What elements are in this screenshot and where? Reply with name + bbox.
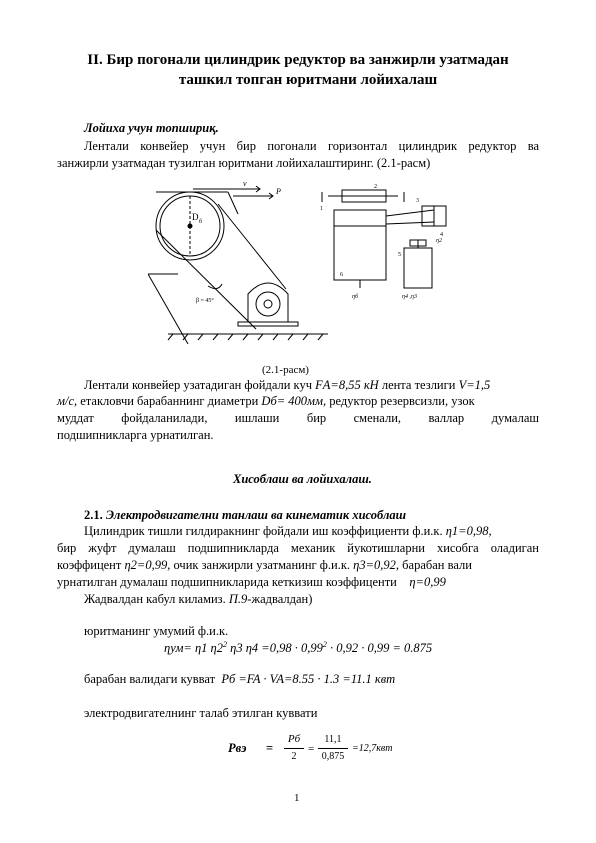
section-eta2: η2=0,99,	[124, 558, 171, 572]
efficiency-rhs: =0,98 · 0,99	[261, 641, 323, 656]
task-heading: Лойиха учун топшириқ.	[84, 121, 219, 135]
efficiency-lhs: ηум= η1 η2	[164, 641, 224, 656]
task-line1: Лентали конвейер учун бир погонали горизонтал цилиндрик редуктор ва	[84, 139, 539, 153]
efficiency-label: юритманинг умумий ф.и.к.	[84, 624, 229, 638]
power-label: барабан валидаги кувват	[84, 672, 216, 686]
efficiency-sup: 2	[223, 640, 228, 649]
label-n4: 4	[440, 232, 443, 238]
label-eta1: ηб	[352, 294, 358, 300]
required-lhs: Рвэ	[228, 741, 247, 755]
section-p5-end: -жадвалдан)	[247, 592, 313, 606]
efficiency-mid: η3 η4	[230, 641, 259, 656]
efficiency-end: · 0,92 · 0,99 = 0.875	[329, 641, 433, 656]
section-p2: бир жуфт думалаш подшипникларда механик йукотишларни хисобга оладиган	[57, 541, 539, 555]
page-number: 1	[294, 792, 300, 804]
page-title-line1: II. Бир погонали цилиндрик редуктор ва занжирли узатмадан	[87, 52, 509, 68]
params-diameter: Dб= 400мм,	[261, 394, 327, 408]
section-p3-pre: коэффицент	[57, 558, 122, 572]
label-n1: 1	[320, 206, 323, 212]
params-speed: V=1,5	[458, 378, 491, 392]
power-formula: Pб =FA · VA=8.55 · 1.3 =11.1 квт	[221, 672, 396, 686]
label-db-sub: б	[199, 219, 203, 225]
label-p: P	[276, 187, 281, 196]
label-db: D	[192, 212, 199, 222]
params-force: FА=8,55 кН	[315, 378, 379, 392]
conveyor-drum-figure	[148, 174, 338, 346]
label-angle: β = 45°	[196, 298, 214, 304]
section-p5-pre: Жадвалдан кабул киламиз.	[84, 592, 226, 606]
section-number: 2.1.	[84, 508, 103, 522]
required-label: электродвигателнинг талаб этилган куввати	[84, 706, 318, 720]
params-line3: муддат фойдаланилади, ишлаши бир сменали, валлар думалаш	[57, 411, 539, 425]
params-line1-mid: лента тезлиги	[381, 378, 456, 392]
params-line2-end: редуктор резервсизли, узок	[329, 394, 475, 408]
label-v: v	[243, 179, 247, 188]
section-p1: Цилиндрик тишли гилдиракнинг фойдали иш коэффициенти ф.и.к.	[84, 524, 443, 538]
label-n2: 2	[374, 184, 377, 190]
label-eta4: η4 ,η3	[402, 294, 417, 300]
task-line2: занжирли узатмадан тузилган юритмани лойихалаштиринг. (2.1-расм)	[57, 156, 431, 170]
section-p3-mid: очик занжирли узатманинг ф.и.к.	[173, 558, 351, 572]
section-eta: η=0,99	[409, 575, 446, 589]
calc-heading: Хисоблаш ва лойихалаш.	[233, 472, 372, 486]
label-n3: 3	[416, 198, 419, 204]
params-unit: м/с,	[57, 394, 78, 408]
params-line1-pre: Лентали конвейер узатадиган фойдали куч	[84, 378, 312, 392]
required-den: 2	[291, 751, 297, 762]
label-eta2: η2	[436, 238, 442, 244]
section-eta1: η1=0,98,	[445, 524, 492, 538]
required-num2: 11,1	[324, 734, 342, 745]
section-p4-pre: урнатилган думалаш подшипникларида кеткизиш коэффиценти	[57, 575, 397, 589]
section-title: Электродвигателни танлаш ва кинематик хисоблаш	[105, 508, 407, 522]
page-title-line2: ташкил топган юритмани лойихалаш	[178, 72, 438, 88]
required-den2: 0,875	[321, 751, 345, 762]
required-result: =12,7квт	[352, 743, 393, 754]
label-n6: 6	[340, 272, 343, 278]
label-n5: 5	[398, 252, 401, 258]
section-p5-ref: П.9	[228, 592, 248, 606]
section-eta3: η3=0,92,	[353, 558, 400, 572]
kinematic-scheme-figure	[318, 180, 458, 310]
figure-caption: (2.1-расм)	[262, 364, 309, 376]
required-num: Рб	[287, 733, 301, 745]
efficiency-rhs-sup: 2	[322, 640, 327, 649]
required-eq: =	[266, 741, 274, 755]
params-line2-rest: етакловчи барабаннинг диаметри	[80, 394, 259, 408]
section-p3-end: барабан вали	[402, 558, 472, 572]
params-line4: подшипникларга урнатилган.	[57, 428, 214, 442]
